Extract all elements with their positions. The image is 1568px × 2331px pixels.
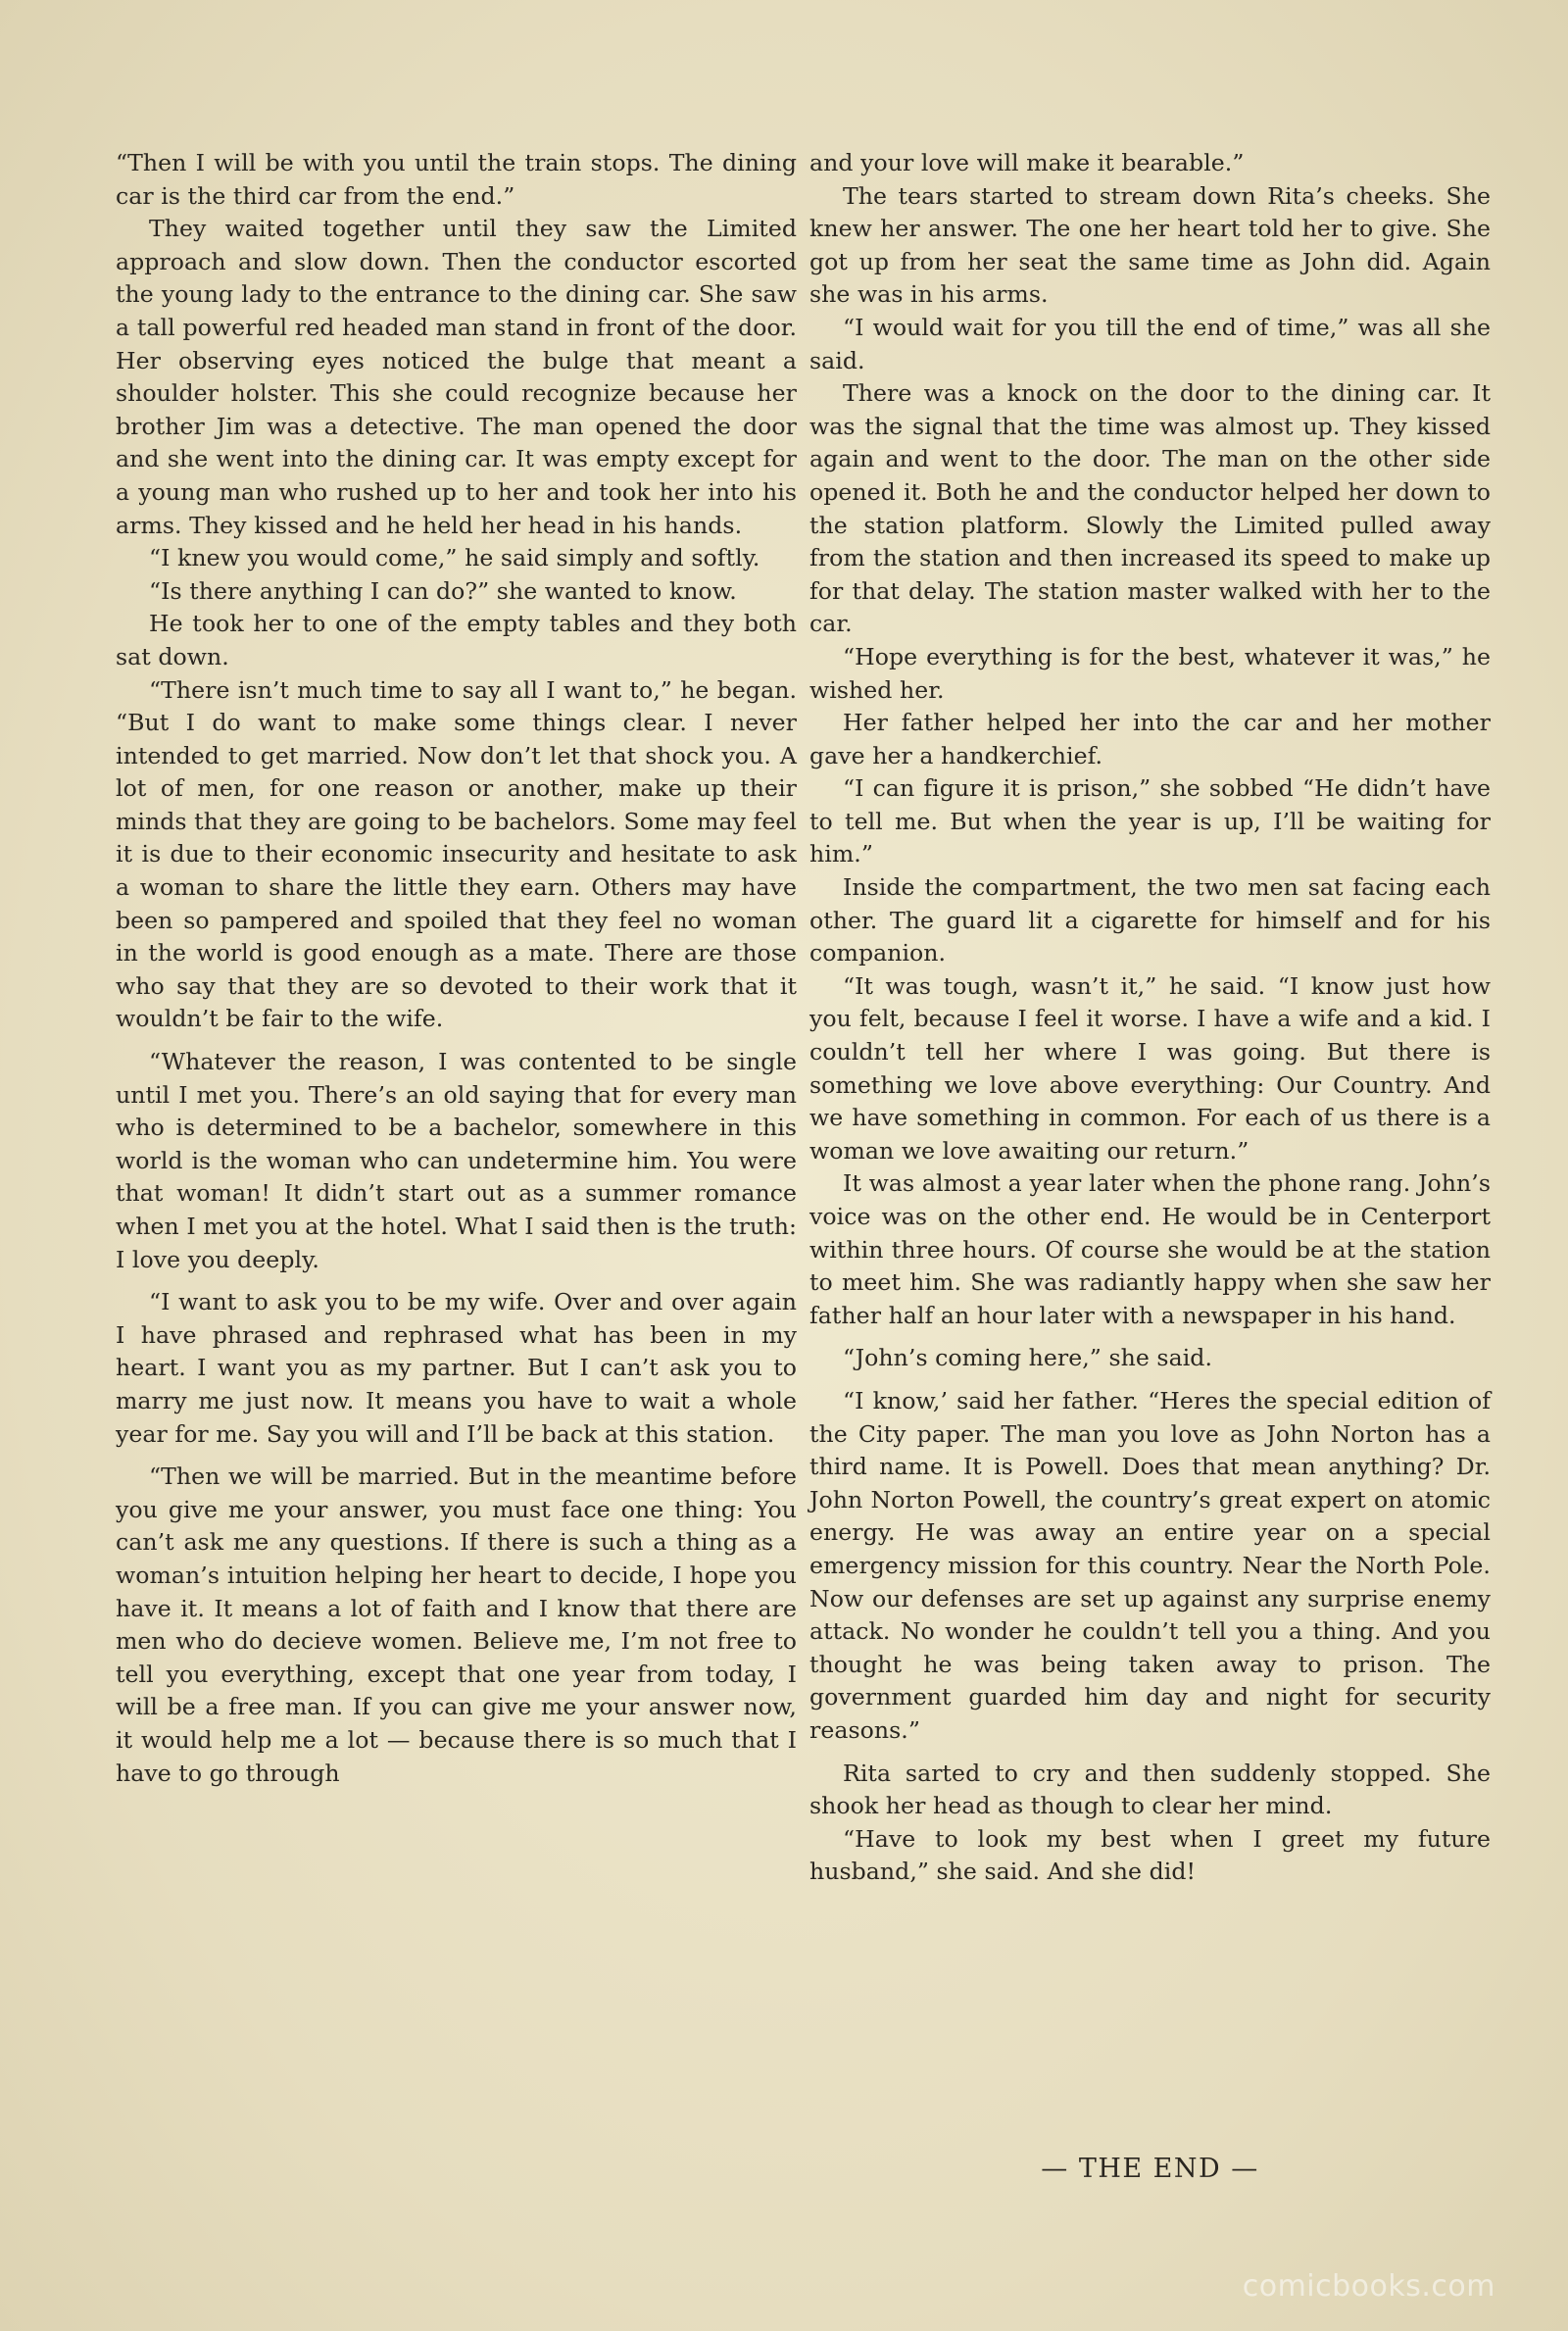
paragraph: “Hope everything is for the best, whatever it was,” he wished her.: [809, 642, 1491, 704]
paragraph: “Then we will be married. But in the meantime before you give me your answer, you must face one thing: You can’t ask me any questions. If there is such a thing as a woman’s intuition helping her heart to decide, I hope you have it. It means a lot of faith and I know that there are men who do decieve women. Believe me, I’m not free to tell you everything, except that one year from today, I will be a free man. If you can give me your answer now, it would help me a lot — because there is so much that I have to go through: [116, 1463, 797, 1787]
paragraph: “Have to look my best when I greet my future husband,” she said. And she did!: [809, 1824, 1491, 1886]
site-watermark: comicbooks.com: [1242, 2269, 1495, 2304]
paragraph: Her father helped her into the car and her mother gave her a handkerchief.: [809, 709, 1491, 769]
paragraph: “I knew you would come,” he said simply and softly.: [149, 544, 760, 572]
paragraph: “Then I will be with you until the train stops. The dining car is the third car from the end.”: [116, 149, 797, 210]
paragraph: “I want to ask you to be my wife. Over and over again I have phrased and rephrased what has been in my heart. I want you as my partner. But I can’t ask you to marry me just now. It means you have to wait a whole year for me. Say you will and I’ll be back at this station.: [116, 1288, 797, 1448]
paragraph: The tears started to stream down Rita’s cheeks. She knew her answer. The one her heart told her to give. She got up from her seat the same time as John did. Again she was in his arms.: [809, 181, 1491, 309]
paragraph: “There isn’t much time to say all I want to,” he began. “But I do want to make some things clear. I never intended to get married. Now don’t let that shock you. A lot of men, for one reason or another, make up their minds that they are going to be bachelors. Some may feel it is due to their economic insecurity and hesitate to ask a woman to share the little they earn. Others may have been so pampered and spoiled that they feel no woman in the world is good enough as a mate. There are those who say that they are so devoted to their work that it wouldn’t be fair to the wife.: [116, 675, 797, 1033]
paragraph: He took her to one of the empty tables and they both sat down.: [116, 610, 797, 670]
left-text-column: [116, 147, 797, 1790]
right-text-column: [809, 147, 1491, 1889]
paragraph: “I know,’ said her father. “Heres the special edition of the City paper. The man you love as John Norton has a third name. It is Powell. Does that mean anything? Dr. John Norton Powell, the country’s great expert on atomic energy. He was away an entire year on a special emergency mission for this country. Near the North Pole. Now our defenses are set up against any surprise enemy attack. No wonder he couldn’t tell you a thing. And you thought he was being taken away to prison. The government guarded him day and night for security reasons.”: [809, 1386, 1491, 1744]
paragraph: “I would wait for you till the end of time,” was all she said.: [809, 313, 1491, 374]
paragraph: Inside the compartment, the two men sat facing each other. The guard lit a cigarette for himself and for his companion.: [809, 873, 1491, 967]
paragraph: “John’s coming here,” she said.: [843, 1344, 1212, 1372]
paragraph: “It was tough, wasn’t it,” he said. “I know just how you felt, because I feel it worse. I have a wife and a kid. I couldn’t tell her where I was going. But there is something we love above everything: Our Country. And we have something in common. For each of us there is a woman we love awaiting our return.”: [809, 971, 1491, 1165]
paragraph: Rita sarted to cry and then suddenly stopped. She shook her head as though to clear her mind.: [809, 1759, 1491, 1820]
paragraph: There was a knock on the door to the dining car. It was the signal that the time was almost up. They kissed again and went to the door. The man on the other side opened it. Both he and the conductor helped her down to the station platform. Slowly the Limited pulled away from the station and then increased its speed to make up for that delay. The station master walked with her to the car.: [809, 379, 1491, 638]
paragraph: “Is there anything I can do?” she wanted to know.: [149, 576, 737, 605]
paragraph: “I can figure it is prison,” she sobbed “He didn’t have to tell me. But when the year is up, I’ll be waiting for him.”: [809, 774, 1491, 868]
paragraph: It was almost a year later when the phone rang. John’s voice was on the other end. He would be in Centerport within three hours. Of course she would be at the station to meet him. She was radiantly happy when she saw her father half an hour later with a newspaper in his hand.: [809, 1169, 1491, 1329]
the-end-marker: — THE END —: [1041, 2154, 1259, 2184]
paragraph: They waited together until they saw the Limited approach and slow down. Then the conductor escorted the young lady to the entrance to the dining car. She saw a tall powerful red headed man stand in front of the door. Her observing eyes noticed the bulge that meant a shoulder holster. This she could recognize because her brother Jim was a detective. The man opened the door and she went into the dining car. It was empty except for a young man who rushed up to her and took her into his arms. They kissed and he held her head in his hands.: [116, 215, 797, 539]
paragraph: and your love will make it bearable.”: [809, 149, 1245, 176]
paragraph: “Whatever the reason, I was contented to be single until I met you. There’s an old saying that for every man who is determined to be a bachelor, somewhere in this world is the woman who can undetermine him. You were that woman! It didn’t start out as a summer romance when I met you at the hotel. What I said then is the truth: I love you deeply.: [116, 1048, 797, 1273]
